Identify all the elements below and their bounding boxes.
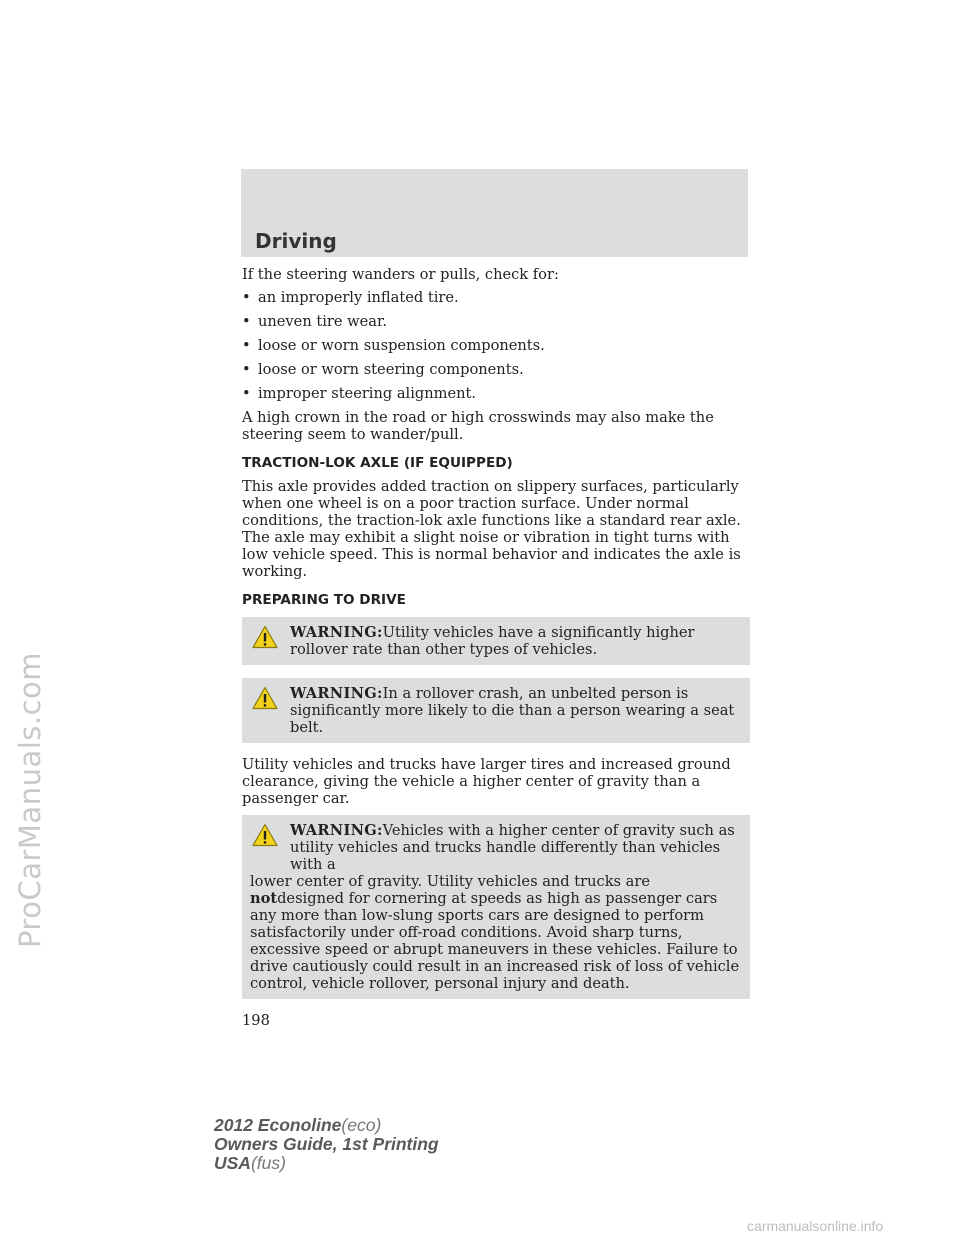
page-content <box>242 266 750 1029</box>
warning-box-2 <box>242 678 750 743</box>
warning-triangle-icon <box>252 686 278 710</box>
bullet-icon: • <box>242 313 251 330</box>
warning-label: WARNING: <box>290 685 383 702</box>
intro-text: If the steering wanders or pulls, check for: <box>242 266 559 283</box>
crown-paragraph: A high crown in the road or high crosswinds may also make the steering seem to wander/pull. <box>242 409 714 443</box>
section-header <box>241 169 748 257</box>
warning-label: WARNING: <box>290 624 383 641</box>
emphasis-not: not <box>250 890 278 907</box>
preparing-heading: PREPARING TO DRIVE <box>242 592 406 608</box>
warning-box-3 <box>242 815 750 999</box>
check-list <box>242 289 750 402</box>
warning-label: WARNING: <box>290 822 383 839</box>
footer-line-1: 2012 Econoline(eco) <box>214 1115 382 1135</box>
bullet-icon: • <box>242 337 251 354</box>
watermark-text: ProCarManuals.com <box>13 651 47 949</box>
footer-line-3: USA(fus) <box>214 1153 286 1173</box>
watermark <box>4 520 56 1080</box>
traction-heading: TRACTION-LOK AXLE (IF EQUIPPED) <box>242 455 513 471</box>
warning-text-3-lead: WARNING:Vehicles with a higher center of gravity such as utility vehicles and trucks handle differently than vehicles with a <box>290 822 735 873</box>
warning-triangle-icon <box>252 823 278 847</box>
list-item: • loose or worn suspension components. <box>242 337 545 354</box>
warning-box-1 <box>242 617 750 665</box>
site-link[interactable]: carmanualsonline.info <box>747 1218 884 1234</box>
traction-paragraph: This axle provides added traction on slippery surfaces, particularly when one wheel is on a poor traction surface. Under normal conditions, the traction-lok axle functions like a standard rear axle. The axle may exhibit a slight noise or vibration in tight turns with low vehicle speed. This is normal behavior and indicates the axle is working. <box>242 478 741 580</box>
bullet-icon: • <box>242 289 251 306</box>
warning-text-2: WARNING:In a rollover crash, an unbelted person is significantly more likely to die than a person wearing a seat belt. <box>290 685 735 736</box>
warning-triangle-icon <box>252 625 278 649</box>
list-item: • improper steering alignment. <box>242 385 477 402</box>
footer-line-2: Owners Guide, 1st Printing <box>214 1134 439 1154</box>
bullet-icon: • <box>242 361 251 378</box>
list-item: • an improperly inflated tire. <box>242 289 459 306</box>
list-item: • loose or worn steering components. <box>242 361 524 378</box>
document-footer <box>214 1116 439 1173</box>
utility-paragraph: Utility vehicles and trucks have larger tires and increased ground clearance, giving the vehicle a higher center of gravity than a passenger car. <box>242 756 731 807</box>
warning-text-1: WARNING:Utility vehicles have a significantly higher rollover rate than other types of vehicles. <box>290 624 695 658</box>
section-title: Driving <box>255 229 337 253</box>
page-number: 198 <box>242 1012 270 1029</box>
bullet-icon: • <box>242 385 251 402</box>
warning-text-3-rest: lower center of gravity. Utility vehicles and trucks are notdesigned for cornering at speeds as high as passenger cars any more than low-slung sports cars are designed to perform satisfactorily under off-road conditions. Avoid sharp turns, excessive speed or abrupt maneuvers in these vehicles. Failure to drive cautiously could result in an increased risk of loss of vehicle control, vehicle rollover, personal injury and death. <box>250 873 740 992</box>
list-item: • uneven tire wear. <box>242 313 387 330</box>
